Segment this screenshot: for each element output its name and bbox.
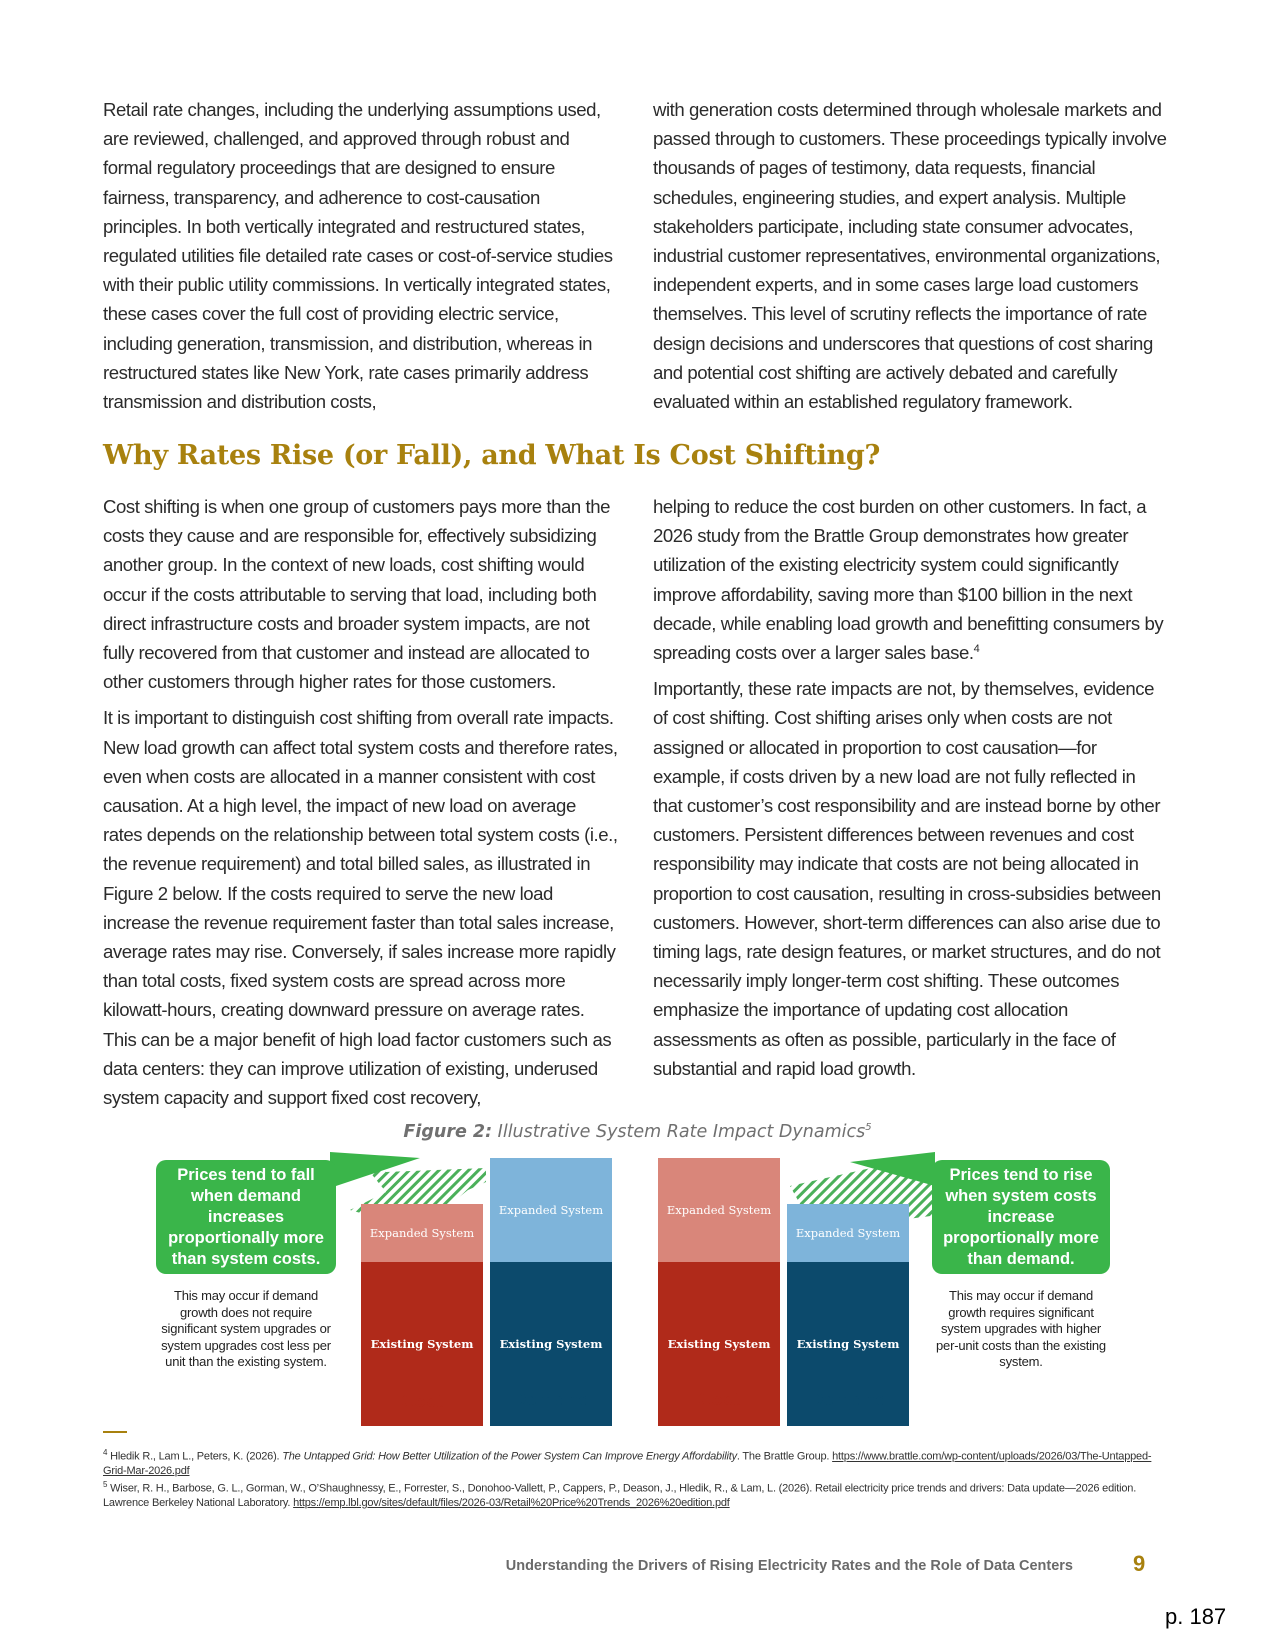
section-right-column [653, 492, 1168, 1083]
section-heading: Why Rates Rise (or Fall), and What Is Cost Shifting? [103, 440, 880, 471]
footer-title: Understanding the Drivers of Rising Electricity Rates and the Role of Data Centers [505, 1558, 1073, 1574]
section-left-paragraph-1: Cost shifting is when one group of customers pays more than the costs they cause and are responsible for, effectively subsidizing another group. In the context of new loads, cost shifting would occur if the costs attributable to serving that load, including both direct infrastructure costs and broader system impacts, are not fully recovered from that customer and instead are allocated to other customers through higher rates for those customers. [103, 496, 611, 693]
demand-label-right: Demand [808, 1390, 888, 1410]
section-left-column [103, 492, 618, 1112]
section-right-paragraph-1 [653, 492, 1168, 667]
cost-right-existing-segment: Existing System [658, 1262, 780, 1426]
right-callout: Prices tend to rise when system costs increase proportionally more than demand. [932, 1160, 1110, 1274]
section-right-paragraph-1-text: helping to reduce the cost burden on other customers. In fact, a 2026 study from the Brattle Group demonstrates how greater utilization of the existing electricity system could significantly improve affordability, saving more than $100 billion in the next decade, while enabling load growth and benefitting consumers by spreading costs over a larger sales base. [653, 496, 1164, 664]
demand-right-existing-segment: Existing System [787, 1262, 909, 1426]
footnote-4-number: 4 [103, 1448, 108, 1457]
section-left-paragraph-2: It is important to distinguish cost shifting from overall rate impacts. New load growth can affect total system costs and therefore rates, even when costs are allocated in a manner consistent with cost causation. At a high level, the impact of new load on average rates depends on the relationship between total system costs (i.e., the revenue requirement) and total billed sales, as illustrated in Figure 2 below. If the costs required to serve the new load increase the revenue requirement faster than total sales increase, average rates may rise. Conversely, if sales increase more rapidly than total costs, fixed system costs are spread across more kilowatt-hours, creating downward pressure on average rates. This can be a major benefit of high load factor customers such as data centers: they can improve utilization of existing, underused system capacity and support fixed cost recovery, [103, 707, 618, 1109]
demand-left-expanded-segment: Expanded System [490, 1158, 612, 1262]
left-callout: Prices tend to fall when demand increases proportionally more than system costs. [156, 1160, 336, 1274]
footnote-5-number: 5 [103, 1480, 108, 1489]
right-note: This may occur if demand growth requires significant system upgrades with higher per-unit costs than the existing system. [936, 1288, 1106, 1369]
footnote-4 [103, 1446, 1173, 1478]
left-note: This may occur if demand growth does not require significant system upgrades or system upgrades cost less per unit than the existing system. [161, 1288, 331, 1369]
demand-label-left: Demand [511, 1390, 591, 1410]
intro-right-column [653, 95, 1168, 416]
footnote-5-text: Wiser, R. H., Barbose, G. L., Gorman, W., O’Shaughnessy, E., Forrester, S., Donohoo-Vallett, P., Cappers, P., Deason, J., Hledik, R., & Lam, L. (2026). Retail electricity price trends and drivers: Data update—2026 edition. Lawrence Berkeley National Laboratory. [103, 1482, 1137, 1509]
footnote-4-publisher: . The Brattle Group. [736, 1450, 833, 1463]
cost-left-existing-segment: Existing System [361, 1262, 483, 1426]
section-right-paragraph-2: Importantly, these rate impacts are not, by themselves, evidence of cost shifting. Cost shifting arises only when costs are not assigned or allocated in proportion to cost causation—for example, if costs driven by a new load are not fully reflected in that customer’s cost responsibility and are instead borne by other customers. Persistent differences between revenues and cost responsibility may indicate that costs are not being allocated in proportion to cost causation, resulting in cross-subsidies between customers. However, short-term differences can also arise due to timing lags, rate design features, or market structures, and do not necessarily imply longer-term cost shifting. These outcomes emphasize the importance of updating cost allocation assessments as often as possible, particularly in the face of substantial and rapid load growth. [653, 678, 1161, 1079]
cost-bar-right [658, 1158, 780, 1426]
intro-left-paragraph: Retail rate changes, including the underlying assumptions used, are reviewed, challenged, and approved through robust and formal regulatory proceedings that are designed to ensure fairness, transparency, and adherence to cost-causation principles. In both vertically integrated and restructured states, regulated utilities file detailed rate cases or cost-of-service studies with their public utility commissions. In vertically integrated states, these cases cover the full cost of providing electric service, including generation, transmission, and distribution, whereas in restructured states like New York, rate cases primarily address transmission and distribution costs, [103, 99, 613, 413]
intro-right-paragraph: with generation costs determined through wholesale markets and passed through to customers. These proceedings typically involve thousands of pages of testimony, data requests, financial schedules, engineering studies, and expert analysis. Multiple stakeholders participate, including state consumer advocates, industrial customer representatives, environmental organizations, independent experts, and in some cases large load customers themselves. This level of scrutiny reflects the importance of rate design decisions and underscores that questions of cost sharing and potential cost shifting are actively debated and carefully evaluated within an established regulatory framework. [653, 99, 1167, 413]
footnote-5 [103, 1478, 1173, 1510]
page-tag: p. 187 [1165, 1604, 1227, 1629]
footnote-ref-4: 4 [973, 642, 980, 655]
figure-2 [0, 1122, 1275, 1422]
demand-bar-left [490, 1158, 612, 1426]
page-number: 9 [1133, 1551, 1146, 1576]
demand-right-expanded-segment: Expanded System [787, 1204, 909, 1262]
footnote-4-title: The Untapped Grid: How Better Utilization of the Power System Can Improve Energy Affordability [282, 1450, 737, 1463]
footnote-5-link[interactable]: https://emp.lbl.gov/sites/default/files/2026-03/Retail%20Price%20Trends_2026%20edition.pdf [293, 1496, 730, 1509]
footnote-divider [103, 1431, 127, 1433]
footnote-4-link[interactable]: https://www.brattle.com/wp-content/uploads/2026/03/The-Untapped-Grid-Mar-2026.pdf [103, 1450, 1152, 1477]
cost-left-expanded-segment: Expanded System [361, 1204, 483, 1262]
cost-label-left: Cost [400, 1392, 444, 1412]
footnote-ref-5: 5 [865, 1122, 872, 1134]
footnote-4-authors: Hledik R., Lam L., Peters, K. (2026). [110, 1450, 283, 1463]
cost-right-expanded-segment: Expanded System [658, 1158, 780, 1262]
demand-left-existing-segment: Existing System [490, 1262, 612, 1426]
cost-label-right: Cost [697, 1390, 741, 1410]
figure-caption-text: Illustrative System Rate Impact Dynamics [497, 1122, 866, 1142]
figure-caption-label: Figure 2: [403, 1122, 493, 1142]
intro-left-column [103, 95, 618, 416]
